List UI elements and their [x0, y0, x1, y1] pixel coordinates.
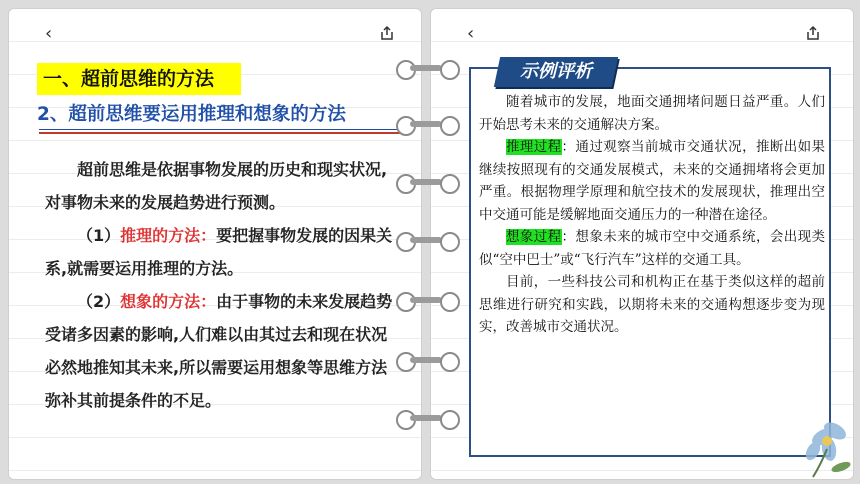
example-para-intro: 随着城市的发展，地面交通拥堵问题日益严重。人们开始思考未来的交通解决方案。 — [479, 94, 825, 133]
binder-ring — [396, 230, 456, 250]
reasoning-label: 推理的方法： — [120, 226, 217, 245]
imagination-process-label: 想象过程 — [506, 229, 562, 245]
right-page — [430, 8, 854, 480]
example-text — [479, 91, 825, 339]
binder-ring — [396, 408, 456, 428]
body-text — [45, 153, 397, 417]
example-para-conclusion: 目前，一些科技公司和机构正在基于类似这样的超前思维进行研究和实践，以期将未来的交通构想逐步变为现实，改善城市交通状况。 — [479, 274, 825, 335]
paragraph-reasoning — [45, 219, 397, 285]
paragraph-intro — [45, 153, 397, 219]
flower-decoration-icon — [783, 389, 853, 479]
binder-ring — [396, 114, 456, 134]
imagination-text: 由于事物的未来发展趋势受诸多因素的影响,人们难以由其过去和现在状况必然地推知其未来,所以需要运用想象等思维方法弥补其前提条件的不足。 — [45, 292, 393, 410]
reasoning-process-text: ：通过观察当前城市交通状况，推断出如果继续按照现有的交通发展模式，未来的交通拥堵将会更加严重。根据物理学原理和航空技术的发展现状，推理出空中交通可能是缓解地面交通压力的一种潜在途径。 — [479, 139, 826, 223]
left-page — [8, 8, 422, 480]
share-icon[interactable] — [805, 25, 821, 41]
section-heading: 一、超前思维的方法 — [37, 63, 241, 95]
example-para-imagination — [479, 226, 825, 271]
binder-ring — [396, 172, 456, 192]
subsection-heading: 2、超前思维要运用推理和想象的方法 — [37, 104, 346, 125]
reasoning-process-label: 推理过程 — [506, 139, 562, 155]
heading-underline — [39, 132, 405, 134]
example-title-badge — [494, 57, 618, 87]
example-title: 示例评析 — [520, 61, 592, 82]
imagination-process-text: ：想象未来的城市空中交通系统，会出现类似“空中巴士”或“飞行汽车”这样的交通工具。 — [479, 229, 826, 268]
paragraph-intro-text: 超前思维是依据事物发展的历史和现实状况,对事物未来的发展趋势进行预测。 — [45, 160, 388, 212]
paragraph-imagination — [45, 285, 397, 417]
binder-ring — [396, 58, 456, 78]
imagination-prefix: （2） — [77, 292, 121, 311]
reasoning-prefix: （1） — [77, 226, 121, 245]
imagination-label: 想象的方法： — [120, 292, 217, 311]
reasoning-text: 要把握事物发展的因果关系,就需要运用推理的方法。 — [45, 226, 393, 278]
back-chevron-icon[interactable]: ‹ — [467, 23, 475, 44]
example-para-reasoning — [479, 136, 825, 226]
back-chevron-icon[interactable]: ‹ — [45, 23, 53, 44]
binder-ring — [396, 290, 456, 310]
share-icon[interactable] — [379, 25, 395, 41]
binder-ring — [396, 350, 456, 370]
